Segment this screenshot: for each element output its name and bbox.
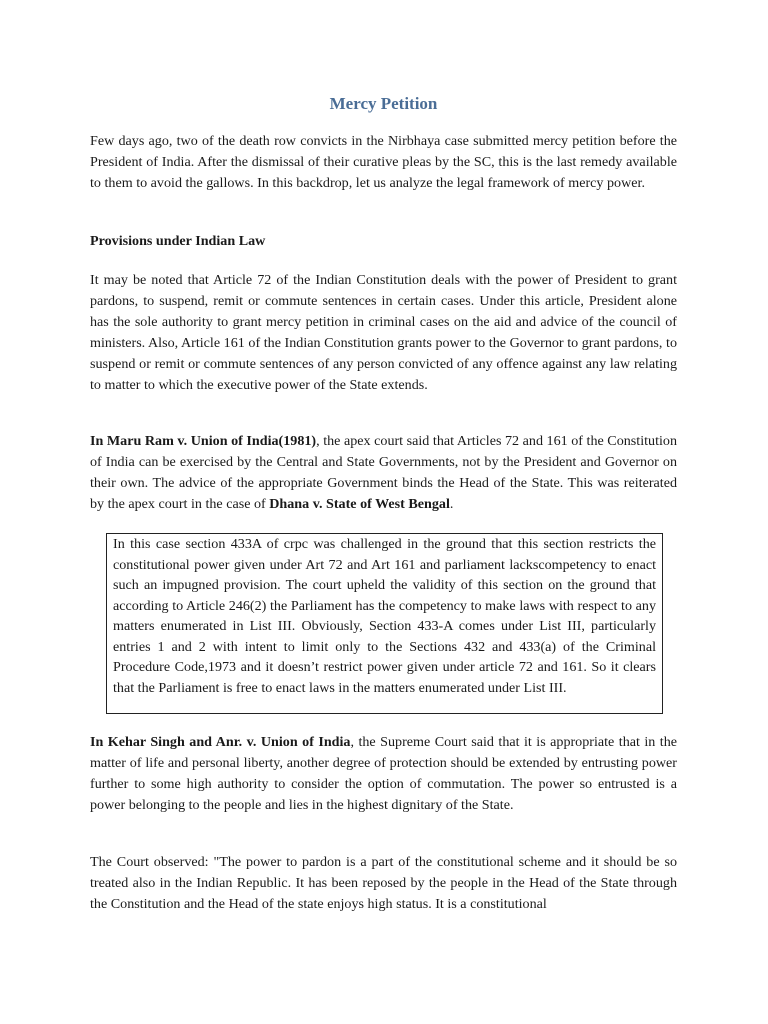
maru-ram-text: , the apex court said that Articles 72 and 161 of the Constitution of India can be exercised by the Central and State Governments, not by the President and Governor on their own. The advice of the appropriate Government binds the Head of the State. This was reiterated by the apex court in the case of (90, 433, 678, 512)
boxed-note-text: In this case section 433A of crpc was challenged in the ground that this section restricts the constitutional power given under Art 72 and Art 161 and parliament lackscompetency to enact such an impugned provision. The court upheld the validity of this section on the ground that according to Article 246(2) the Parliament has the competency to make laws with respect to any matters enumerated in List III. Obviously, Section 433-A comes under List III, particularly entries 1 and 2 with intent to limit only to the Sections 432 and 433(a) of the Criminal Procedure Code,1973 and it doesn’t restrict power given under article 72 and 161. So it clears that the Parliament is free to enact laws in the matters enumerated under List III. (113, 536, 656, 696)
dhana-case-ref: Dhana v. State of West Bengal (269, 496, 450, 512)
article-paragraph: It may be noted that Article 72 of the Indian Constitution deals with the power of President to grant pardons, to suspend, remit or commute sentences in certain cases. Under this article, President alone has the sole authority to grant mercy petition in criminal cases on the aid and advice of the council of ministers. Also, Article 161 of the Indian Constitution grants power to the Governor to grant pardons, to suspend or remit or commute sentences of any person convicted of any offence against any law relating to matter to which the executive power of the State extends. (90, 272, 677, 393)
kehar-singh-text: , the Supreme Court said that it is appropriate that in the matter of life and personal liberty, another degree of protection should be extended by entrusting power further to some high authority to consider the option of commutation. The power so entrusted is a power belonging to the people and lies in the highest dignitary of the State. (90, 734, 677, 813)
intro-paragraph: Few days ago, two of the death row convicts in the Nirbhaya case submitted mercy petition before the President of India. After the dismissal of their curative pleas by the SC, this is the last remedy available to them to avoid the gallows. In this backdrop, let us analyze the legal framework of mercy power. (90, 133, 677, 191)
maru-ram-case-name: In Maru Ram v. Union of India(1981) (90, 433, 317, 449)
court-observed-paragraph: The Court observed: "The power to pardon is a part of the constitutional scheme and it should be so treated also in the Indian Republic. It has been reposed by the people in the Head of the State through the Constitution and the Head of the state enjoys high status. It is a constitutional (90, 854, 677, 912)
maru-ram-paragraph (90, 431, 677, 515)
section-heading: Provisions under Indian Law (90, 233, 266, 249)
kehar-singh-case-name: In Kehar Singh and Anr. v. Union of India (90, 734, 351, 750)
document-title: Mercy Petition (329, 94, 438, 113)
kehar-singh-paragraph (90, 732, 677, 816)
boxed-note (106, 533, 663, 714)
maru-ram-end: . (449, 496, 454, 512)
